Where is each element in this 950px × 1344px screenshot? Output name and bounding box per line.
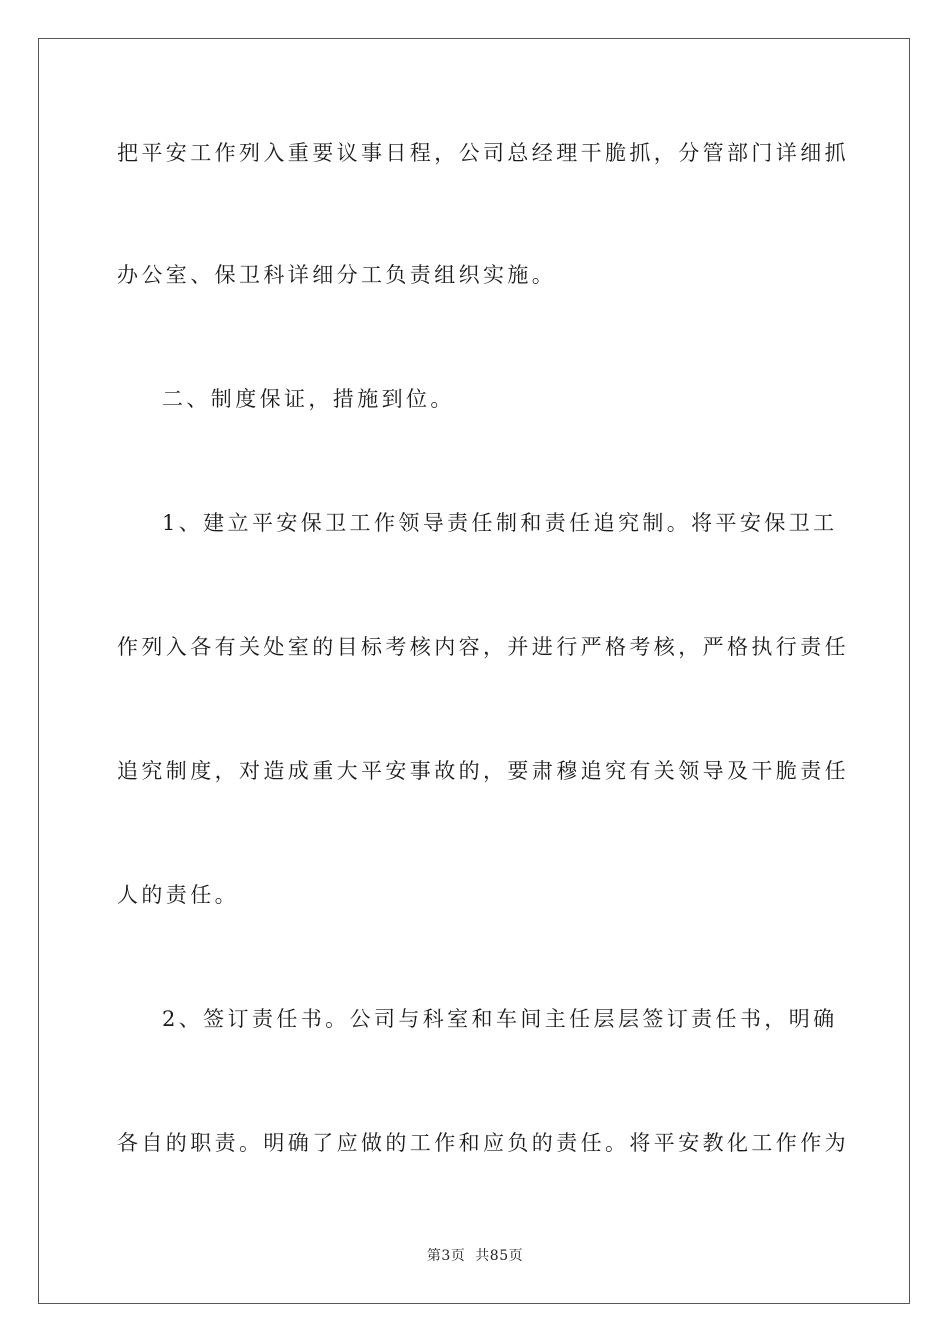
section-heading: 二、制度保证，措施到位。 [162,387,455,411]
page-footer [0,1246,950,1266]
paragraph-line: 各自的职责。明确了应做的工作和应负的责任。将平安教化工作作为 [117,1131,849,1155]
page-border [38,38,910,1304]
total-pages: 共85页 [475,1248,524,1264]
paragraph-line: 人的责任。 [117,883,239,907]
paragraph-line: 追究制度，对造成重大平安事故的，要肃穆追究有关领导及干脆责任 [117,759,849,783]
paragraph-line: 1、建立平安保卫工作领导责任制和责任追究制。将平安保卫工 [162,511,838,535]
paragraph-line: 把平安工作列入重要议事日程，公司总经理干脆抓，分管部门详细抓 [117,141,849,165]
paragraph-line: 办公室、保卫科详细分工负责组织实施。 [117,263,557,287]
paragraph-line: 作列入各有关处室的目标考核内容，并进行严格考核，严格执行责任 [117,635,849,659]
page-number: 第3页 [426,1248,466,1264]
paragraph-line: 2、签订责任书。公司与科室和车间主任层层签订责任书，明确 [162,1007,838,1031]
